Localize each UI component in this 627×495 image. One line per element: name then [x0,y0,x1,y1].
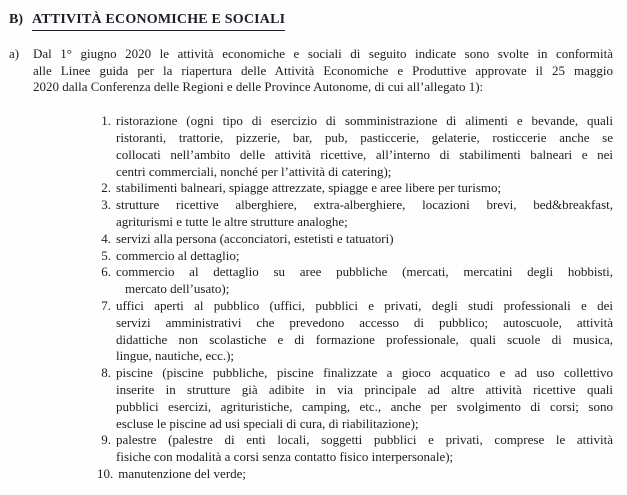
list-item-4 [97,231,613,248]
list-line: collocati nell’ambito delle attività ricettive, all’interno di stabilimenti balneari e nei [116,146,613,162]
list-line: fisiche con modalità a corsi senza contatto fisico interpersonale); [116,449,454,465]
paragraph-a-text [33,46,613,96]
list-line: piscine (piscine pubbliche, piscine finalizzate a gioco acquatico e ad uso collettivo [116,365,613,381]
numbered-list [97,113,613,483]
paragraph-line: 2020 dalla Conferenza delle Regioni e delle Province Autonome, di cui all’allegato 1): [33,79,484,95]
list-line: didattiche non scolastiche e di formazione professionale, quali scuole di musica, [116,331,613,347]
list-item-8 [97,365,613,432]
list-item-5 [97,248,613,265]
list-line: palestre (palestre di enti locali, soggetti pubblici e privati, comprese le attività [116,432,613,448]
list-line: ristorazione (ogni tipo di esercizio di somministrazione di alimenti e bevande, quali [116,113,613,129]
list-marker: 8. [101,365,111,381]
list-item-text [116,365,613,432]
list-item-text [116,264,613,298]
list-line: escluse le piscine ad usi speciali di cura, di riabilitazione); [116,415,419,431]
list-line: commercio al dettaglio; [116,247,240,263]
list-line: ristoranti, trattorie, pizzerie, bar, pub, pasticcerie, gelaterie, rosticcerie anche se [116,129,613,145]
list-item-text [116,113,613,180]
list-line: uffici aperti al pubblico (uffici, pubblici e privati, degli studi professionali e dei [116,297,613,313]
list-marker: 7. [101,297,111,313]
list-marker: 6. [101,264,111,280]
list-line: mercato dell’usato); [125,281,230,297]
list-marker: 2. [101,180,111,196]
section-header [9,12,613,31]
list-marker: 10. [97,465,114,481]
list-marker: 4. [101,230,111,246]
paragraph-line: Dal 1° giugno 2020 le attività economiche e sociali di seguito indicate sono svolte in conformità [33,45,613,61]
list-item-text [116,180,613,197]
list-marker: 1. [101,113,111,129]
list-item-6 [97,264,613,298]
list-line: servizi amministrativi che prevedono accesso di pubblico; autoscuole, attività [116,314,613,330]
paragraph-a-label: a) [9,45,20,61]
list-item-9 [97,432,613,466]
list-line: centri commerciali, nonché per l’attività di catering); [116,163,392,179]
list-marker: 5. [101,247,111,263]
paragraph-a [9,46,613,96]
list-line: strutture ricettive alberghiere, extra-alberghiere, locazioni brevi, bed&breakfast, [116,197,613,213]
list-line: agriturismi e tutte le altre strutture analoghe; [116,213,348,229]
list-marker: 3. [101,197,111,213]
list-line: inserite in strutture già adibite in via principale ad altre attività ricettive quali [116,381,613,397]
list-item-text [116,197,613,231]
list-item-text [116,231,613,248]
list-line: commercio al dettaglio su aree pubbliche (mercati, mercatini degli hobbisti, [116,264,613,280]
paragraph-line: alle Linee guida per la riapertura delle Attività Economiche e Produttive approvate il 25 maggio [33,62,613,78]
section-label: B) [9,12,23,27]
list-line: servizi alla persona (acconciatori, estetisti e tatuatori) [116,230,394,246]
list-item-text [116,298,613,365]
list-item-text [116,248,613,265]
list-line: manutenzione del verde; [118,465,247,481]
section-title: ATTIVITÀ ECONOMICHE E SOCIALI [32,12,285,31]
list-item-1 [97,113,613,180]
list-line: lingue, nautiche, ecc.); [116,348,235,364]
list-line: stabilimenti balneari, spiagge attrezzate, spiagge e aree libere per turismo; [116,180,502,196]
list-marker: 9. [101,432,111,448]
list-item-text [116,432,613,466]
list-item-10 [97,466,613,483]
list-item-3 [97,197,613,231]
list-item-2 [97,180,613,197]
list-line: pubblici esercizi, agrituristiche, camping, etc., anche per svolgimento di corsi; sono [116,398,613,414]
list-item-text [118,466,613,483]
list-item-7 [97,298,613,365]
